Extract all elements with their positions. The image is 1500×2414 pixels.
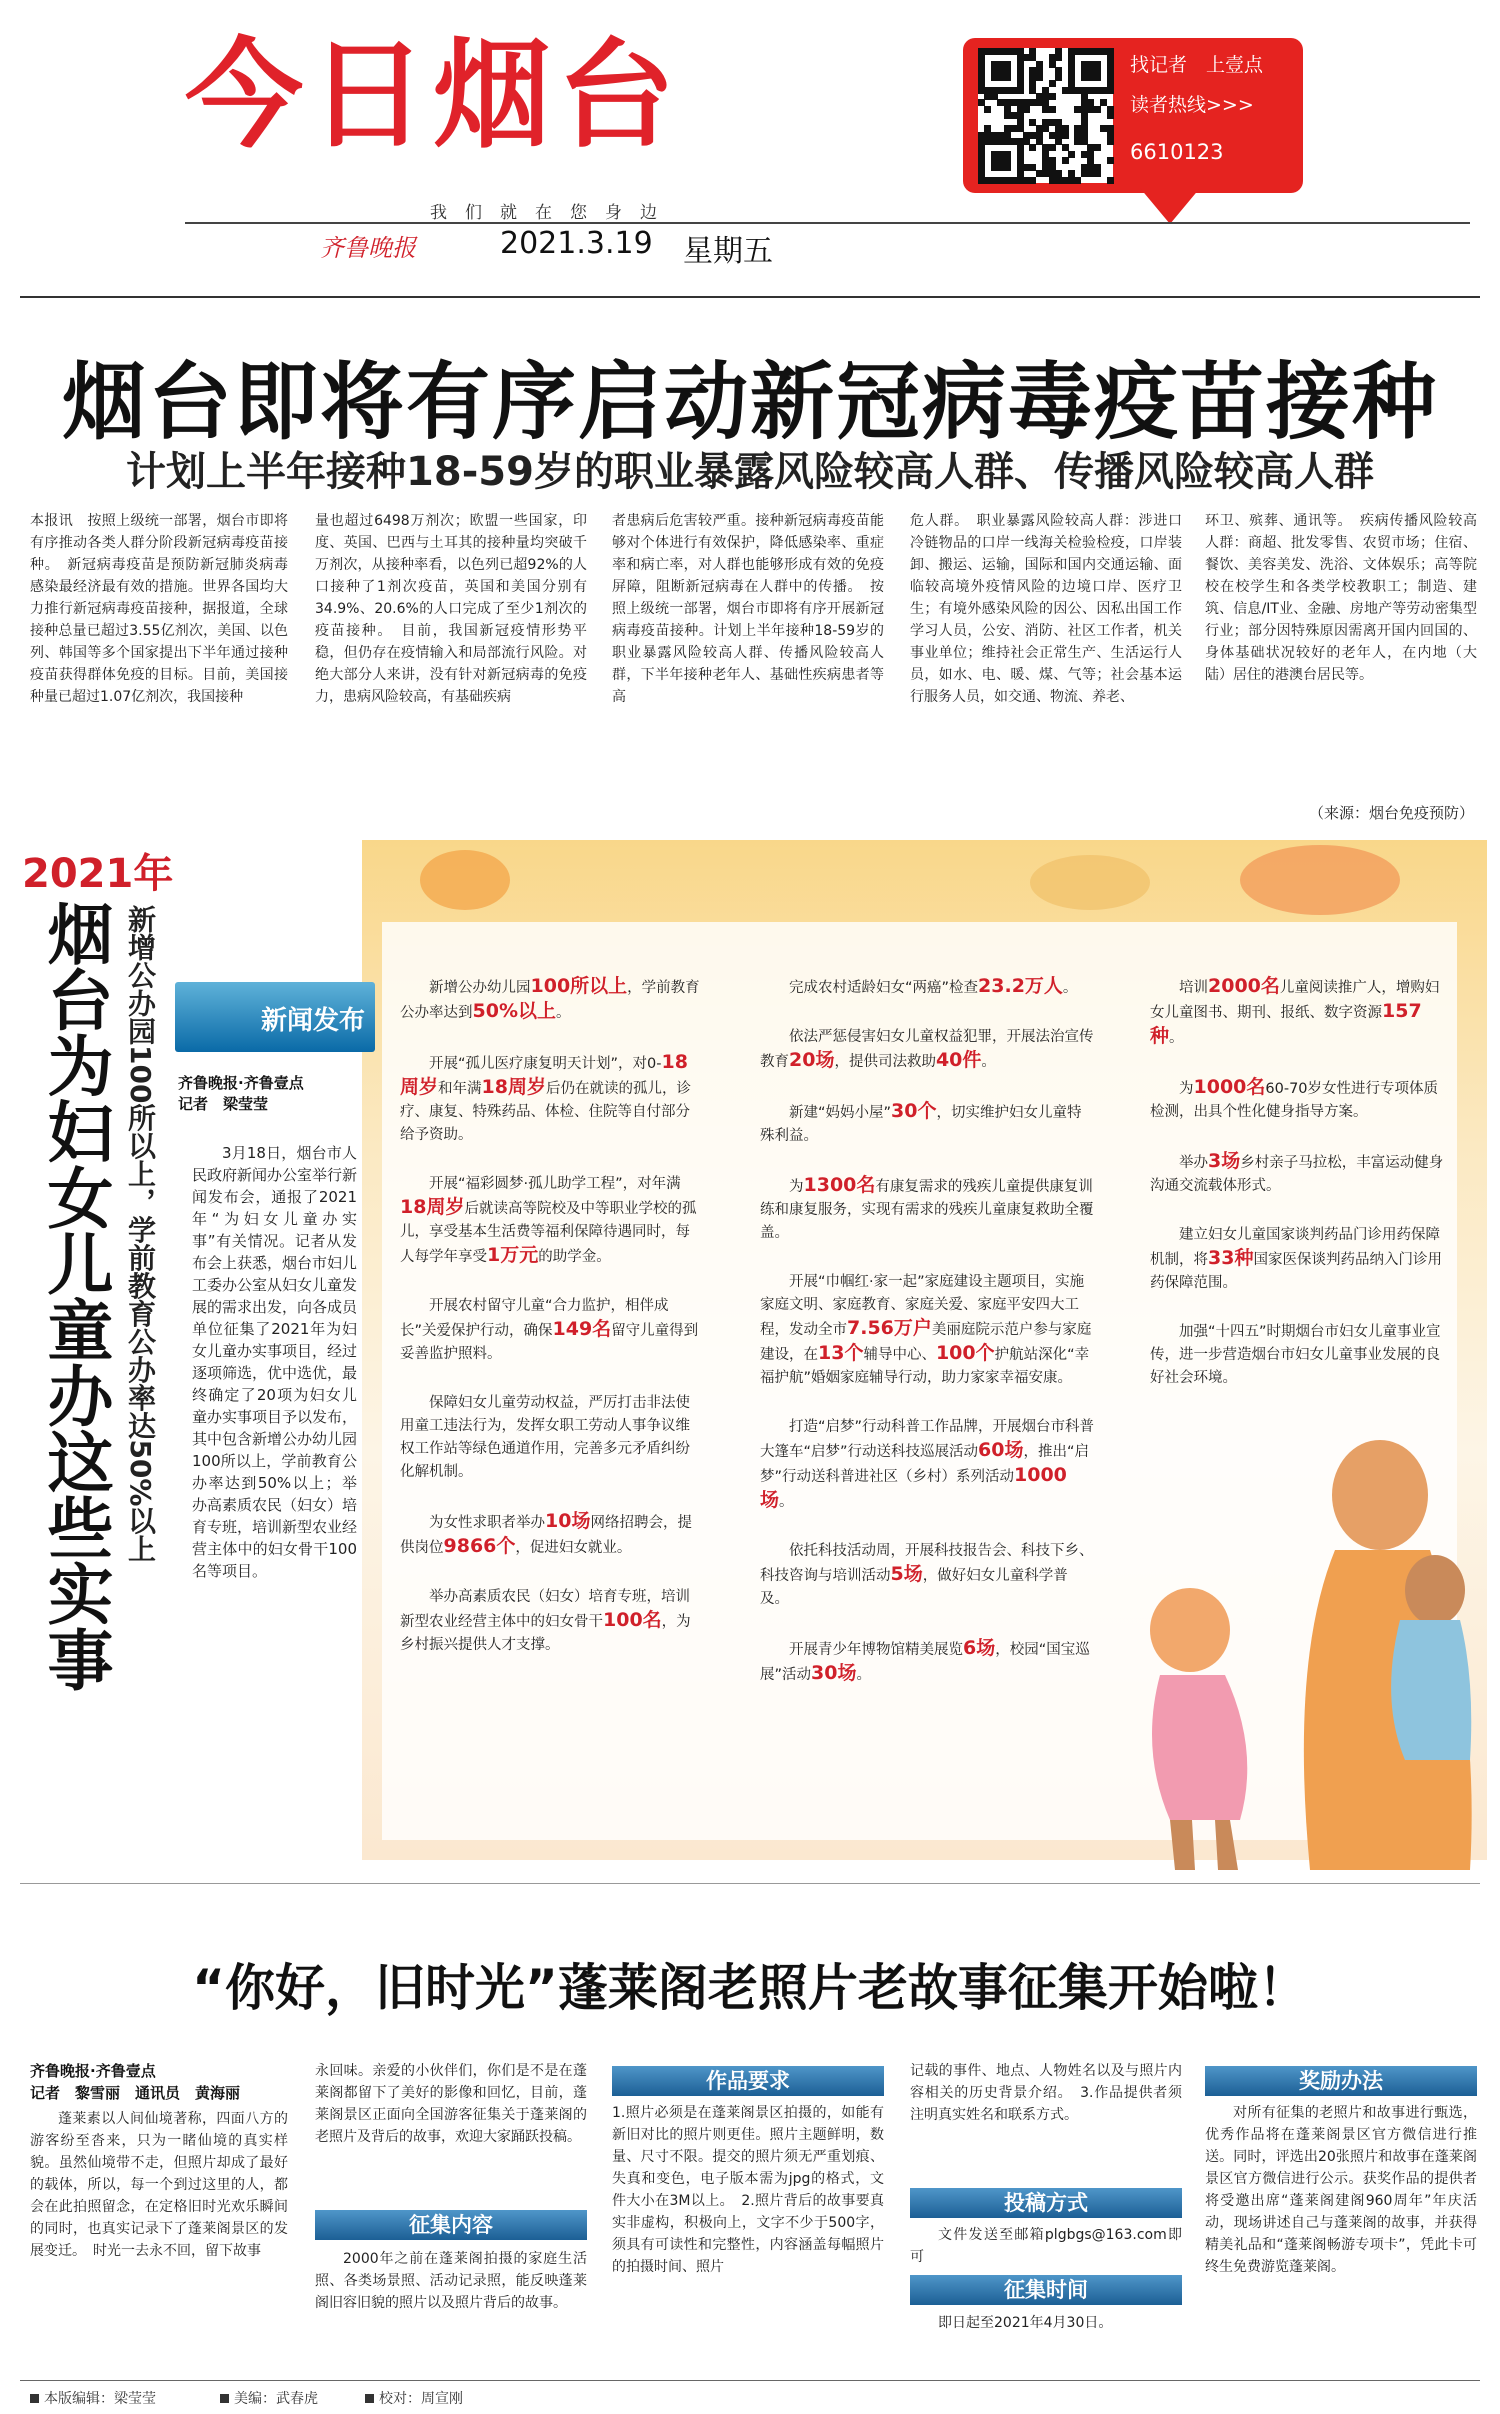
feature-item: 举办高素质农民（妇女）培育专班，培训新型农业经营主体中的妇女骨干100名，为乡村振兴提供人才支撑。 <box>400 1589 691 1653</box>
label-collection-time: 征集时间 <box>910 2275 1182 2305</box>
issue-weekday: 星期五 <box>683 234 773 269</box>
feature-item: 新增公办幼儿园100所以上，学前教育公办率达到50%以上。 <box>400 975 700 1022</box>
issue-date: 2021.3.19 <box>500 226 653 261</box>
flower-decoration <box>420 850 510 910</box>
bottom-byline-outlet: 齐鲁晚报·齐鲁壹点 <box>30 2062 156 2080</box>
news-release-label: 新闻发布 <box>260 1006 365 1036</box>
label-collection-content: 征集内容 <box>315 2210 587 2240</box>
footer-designer-text: 美编：武春虎 <box>234 2391 318 2407</box>
lead-column-4: 危人群。 职业暴露风险较高人群：涉进口冷链物品的口岸一线海关检验检疫，口岸装卸、搬运、运输，国际和国内交通运输、面临较高境外疫情风险的边境口岸、医疗卫生；有境外感染风险的因公、因私出国工作学习人员，公安、消防、社区工作者，机关事业单位；维持社会正常生产、生活运行人员，如水、电、暖、煤、气等；社会基本运行服务人员，如交通、物流、养老、 <box>910 513 1182 705</box>
feature-column-1 <box>400 975 700 1683</box>
paper-name: 齐鲁晚报 <box>320 234 416 262</box>
footer-proof-text: 校对：周宣刚 <box>379 2391 463 2407</box>
lead-column-2: 量也超过6498万剂次；欧盟一些国家，印度、英国、巴西与土耳其的接种量均突破千万剂次，从接种率看，以色列已超92%的人口接种了1剂次疫苗，英国和美国分别有34.9%、20.6%的人口完成了至少1剂次的疫苗接种。 目前，我国新冠疫情形势平稳，但仍存在疫情输入和局部流行风险。对绝大部分人来讲，没有针对新冠病毒的免疫力，患病风险较高，有基础疾病 <box>315 513 587 705</box>
hotline-line-2: 读者热线>>> <box>1130 94 1254 116</box>
feature-item: 保障妇女儿童劳动权益，严厉打击非法使用童工违法行为，发挥女职工劳动人事争议维权工作站等绿色通道作用，完善多元矛盾纠纷化解机制。 <box>400 1395 690 1480</box>
feature-item: 打造“启梦”行动科普工作品牌，开展烟台市科普大篷车“启梦”行动送科技巡展活动60场，推出“启梦”行动送科普进社区（乡村）系列活动1000场。 <box>760 1419 1095 1511</box>
masthead-rule <box>185 222 1470 224</box>
feature-column-3 <box>1150 975 1450 1416</box>
footer-designer <box>220 2388 318 2408</box>
lead-source: （来源：烟台免疫预防） <box>1308 804 1474 822</box>
bottom-column-3: 1.照片必须是在蓬莱阁景区拍摄的，如能有新旧对比的照片则更佳。照片主题鲜明，数量、尺寸不限。提交的照片须无严重划痕、失真和变色，电子版本需为jpg的格式，文件大小在3M以上。 2.照片背后的故事要真实非虚构，积极向上，文字不少于500字，须具有可读性和完整性，内容涵盖每幅照片的拍摄时间、照片 <box>612 2105 884 2275</box>
feature-item: 加强“十四五”时期烟台市妇女儿童事业宣传，进一步营造烟台市妇女儿童事业发展的良好社会环境。 <box>1150 1324 1441 1386</box>
feature-item: 完成农村适龄妇女“两癌”检查23.2万人。 <box>789 975 1078 997</box>
flower-decoration <box>1240 845 1400 915</box>
bottom-column-1: 蓬莱素以人间仙境著称，四面八方的游客纷至沓来，只为一睹仙境的真实样貌。虽然仙境带不走，但照片却成了最好的载体，所以，每一个到过这里的人，都会在此拍照留念，在定格旧时光欢乐瞬间的同时，也真实记录下了蓬莱阁景区的发展变迁。 时光一去永不回，留下故事 <box>30 2111 288 2259</box>
footer-rule <box>20 2380 1480 2381</box>
feature-year: 2021年 <box>22 851 174 897</box>
bottom-byline-reporter: 记者 黎雪丽 通讯员 黄海丽 <box>30 2084 241 2102</box>
label-rewards: 奖励办法 <box>1205 2066 1477 2096</box>
footer-editor <box>30 2388 156 2408</box>
masthead-divider <box>20 296 1480 298</box>
feature-title: 烟台为妇女儿童办这些实事 <box>36 900 113 1692</box>
newspaper-logo: 今日烟台 <box>185 26 682 164</box>
bottom-column-4c: 即日起至2021年4月30日。 <box>938 2315 1113 2331</box>
speech-bubble-tail <box>1140 188 1200 224</box>
feature-intro: 3月18日，烟台市人民政府新闻办公室举行新闻发布会，通报了2021年“为妇女儿童办实事”有关情况。记者从发布会上获悉，烟台市妇儿工委办公室从妇女儿童发展的需求出发，向各成员单位征集了2021年为妇女儿童办实事项目，经过逐项筛选，优中选优，最终确定了20项为妇女儿童办实事项目予以发布，其中包含新增公办幼儿园100所以上，学前教育公办率达到50%以上；举办高素质农民（妇女）培育专班，培训新型农业经营主体中的妇女骨干100名等项目。 <box>192 1144 358 1580</box>
feature-item: 依托科技活动周，开展科技报告会、科技下乡、科技咨询与培训活动5场，做好妇女儿童科学普及。 <box>760 1543 1094 1607</box>
hotline-line-1: 找记者 上壹点 <box>1130 54 1264 76</box>
lead-column-3: 者患病后危害较严重。接种新冠病毒疫苗能够对个体进行有效保护，降低感染率、重症率和病亡率，对人群也能够形成有效的免疫屏障，阻断新冠病毒在人群中的传播。 按照上级统一部署，烟台市即将有序开展新冠病毒疫苗接种。计划上半年接种18-59岁的职业暴露风险较高人群、传播风险较高人群，下半年接种老年人、基础性疾病患者等高 <box>612 513 884 705</box>
footer-editor-text: 本版编辑：梁莹莹 <box>44 2391 156 2407</box>
bottom-headline: “你好，旧时光”蓬莱阁老照片老故事征集开始啦！ <box>192 1959 1308 2017</box>
label-submission: 投稿方式 <box>910 2188 1182 2218</box>
feature-item: 开展青少年博物馆精美展览6场，校园“国宝巡展”活动30场。 <box>760 1637 1090 1684</box>
feature-item: 开展“孤儿医疗康复明天计划”，对0-18周岁和年满18周岁后仍在就读的孤儿，诊疗、康复、特殊药品、体检、住院等自付部分给予资助。 <box>400 1051 691 1143</box>
bottom-column-2b: 2000年之前在蓬莱阁拍摄的家庭生活照、各类场景照、活动记录照，能反映蓬莱阁旧容旧貌的照片以及照片背后的故事。 <box>315 2251 587 2311</box>
lead-subhead: 计划上半年接种18-59岁的职业暴露风险较高人群、传播风险较高人群 <box>126 449 1374 495</box>
lead-headline: 烟台即将有序启动新冠病毒疫苗接种 <box>61 353 1438 451</box>
flower-decoration <box>1030 855 1150 910</box>
lead-column-1: 本报讯 按照上级统一部署，烟台市即将有序推动各类人群分阶段新冠病毒疫苗接种。 新冠病毒疫苗是预防新冠肺炎病毒感染最经济最有效的措施。世界各国均大力推行新冠病毒疫苗接种，据报道，全球接种总量已超过3.55亿剂次，美国、以色列、韩国等多个国家提出下半年通过接种疫苗获得群体免疫的目标。目前，美国接种量已超过1.07亿剂次，我国接种 <box>30 513 288 705</box>
footer-proof <box>365 2388 463 2408</box>
feature-byline-reporter: 记者 梁莹莹 <box>178 1095 269 1113</box>
feature-item: 为1300名有康复需求的残疾儿童提供康复训练和康复服务，实现有需求的残疾儿童康复救助全覆盖。 <box>760 1174 1094 1241</box>
feature-item: 培训2000名儿童阅读推广人，增购妇女儿童图书、期刊、报纸、数字资源157种。 <box>1150 975 1440 1047</box>
feature-item: 开展农村留守儿童“合力监护，相伴成长”关爱保护行动，确保149名留守儿童得到妥善监护照料。 <box>400 1298 699 1362</box>
feature-subtitle: 新增公办园100所以上，学前教育公办率达50%以上 <box>124 905 157 1563</box>
bottom-column-5: 对所有征集的老照片和故事进行甄选，优秀作品将在蓬莱阁景区官方微信进行推送。同时，评选出20张照片和故事在蓬莱阁景区官方微信进行公示。获奖作品的提供者将受邀出席“蓬莱阁建阁960周年”年庆活动，现场讲述自己与蓬莱阁的故事，并获得精美礼品和“蓬莱阁畅游专项卡”，凭此卡可终生免费游览蓬莱阁。 <box>1205 2105 1477 2275</box>
hotline-number: 6610123 <box>1130 140 1224 164</box>
mother-child-illustration <box>1130 1400 1490 1870</box>
slogan: 我们就在您身边 <box>430 203 675 223</box>
qr-code-icon[interactable] <box>978 48 1113 183</box>
feature-column-2 <box>760 975 1095 1713</box>
news-release-badge <box>175 982 375 1052</box>
feature-item: 新建“妈妈小屋”30个，切实维护妇女儿童特殊利益。 <box>760 1100 1082 1144</box>
feature-item: 开展“福彩圆梦·孤儿助学工程”，对年满18周岁后就读高等院校及中等职业学校的孤儿，享受基本生活费等福利保障待遇同时，每人每学年享受1万元的助学金。 <box>400 1176 697 1266</box>
bottom-column-4b: 文件发送至邮箱plgbgs@163.com即可 <box>910 2227 1182 2265</box>
feature-item: 为1000名60-70岁女性进行专项体质检测，出具个性化健身指导方案。 <box>1150 1076 1439 1120</box>
bottom-column-4: 记载的事件、地点、人物姓名以及与照片内容相关的历史背景介绍。 3.作品提供者须注明真实姓名和联系方式。 <box>910 2063 1182 2123</box>
feature-item: 举办3场乡村亲子马拉松，丰富运动健身沟通交流载体形式。 <box>1150 1150 1444 1194</box>
lead-column-5: 环卫、殡葬、通讯等。 疾病传播风险较高人群：商超、批发零售、农贸市场；住宿、餐饮、美容美发、洗浴、文体娱乐；高等院校在校学生和各类学校教职工；制造、建筑、信息/IT业、金融、房地产等劳动密集型行业；部分因特殊原因需离开国内回国的、身体基础状况较好的老年人，在内地（大陆）居住的港澳台居民等。 <box>1205 513 1477 683</box>
label-requirements: 作品要求 <box>612 2066 884 2096</box>
feature-byline-outlet: 齐鲁晚报·齐鲁壹点 <box>178 1074 304 1092</box>
feature-item: 建立妇女儿童国家谈判药品门诊用药保障机制，将33种国家医保谈判药品纳入门诊用药保障范围。 <box>1150 1227 1442 1291</box>
feature-item: 开展“巾帼红·家一起”家庭建设主题项目，实施家庭文明、家庭教育、家庭关爱、家庭平安四大工程，发动全市7.56万户美丽庭院示范户参与家庭建设，在13个辅导中心、100个护航站深化“幸福护航”婚姻家庭辅导行动，助力家家幸福安康。 <box>760 1274 1092 1386</box>
section-divider <box>20 1883 1480 1884</box>
feature-item: 依法严惩侵害妇女儿童权益犯罪，开展法治宣传教育20场，提供司法救助40件。 <box>760 1029 1094 1071</box>
bottom-column-2: 永回味。亲爱的小伙伴们，你们是不是在蓬莱阁都留下了美好的影像和回忆，目前，蓬莱阁景区正面向全国游客征集关于蓬莱阁的老照片及背后的故事，欢迎大家踊跃投稿。 <box>315 2063 587 2145</box>
feature-item: 为女性求职者举办10场网络招聘会，提供岗位9866个，促进妇女就业。 <box>400 1510 692 1557</box>
